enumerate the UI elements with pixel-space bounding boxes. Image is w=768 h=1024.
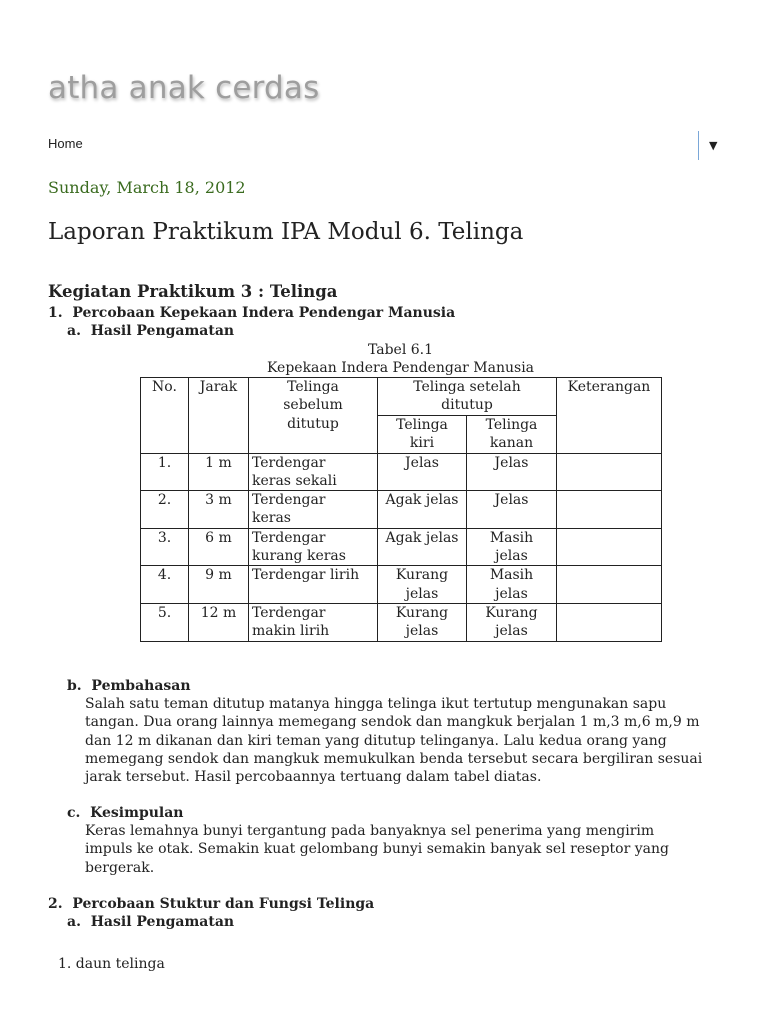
header-keterangan: Keterangan [557,378,662,454]
item-1c-letter: c. [67,805,81,821]
item-1-number: 1. [48,305,63,321]
cell-line: jelas [405,623,439,640]
cell-line: Terdengar [252,454,326,471]
cell-right [467,603,557,641]
item-1-heading [48,304,455,322]
table-row [141,528,662,566]
discussion-line: memegang sendok dan mangkuk memukulkan benda tersebut secara bergiliran sesuai [85,750,703,767]
conclusion-line: Keras lemahnya bunyi tergantung pada banyaknya sel penerima yang mengirim [85,823,655,839]
discussion-paragraph [85,695,735,786]
discussion-line: jarak tersebut. Hasil percobaannya tertuang dalam tabel diatas. [85,769,542,786]
section-heading: Kegiatan Praktikum 3 : Telinga [48,282,338,301]
discussion-line: Salah satu teman ditutup matanya hingga telinga ikut tertutup mengunakan sapu [85,696,667,712]
cell-left [378,528,467,566]
cell-line: Kurang [395,567,449,584]
table-row [141,603,662,641]
item-1b-letter: b. [67,678,82,694]
hearing-sensitivity-table [140,377,662,642]
cell-right [467,566,557,604]
cell-line: Jelas [494,454,529,471]
item-2-number: 2. [48,896,63,912]
item-2a-heading [67,913,234,931]
item-2-title: Percobaan Stuktur dan Fungsi Telinga [72,896,375,912]
cell-right [467,491,557,529]
table-row [141,453,662,491]
cell-no: 5. [141,603,189,641]
cell-line: Agak jelas [385,529,459,546]
cell-before [249,566,378,604]
cell-note [557,453,662,491]
header-left-line: kiri [409,434,435,451]
cell-before [249,528,378,566]
nav-home-link[interactable]: Home [48,136,83,151]
cell-jarak: 9 m [189,566,249,604]
cell-line: kurang keras [252,548,346,565]
cell-note [557,528,662,566]
conclusion-line: impuls ke otak. Semakin kuat gelombang bunyi semakin banyak sel reseptor yang [85,841,669,858]
header-before-line: Telinga [287,379,339,395]
cell-line: Agak jelas [385,492,459,509]
cell-line: Jelas [405,454,439,471]
table-row [141,566,662,604]
header-left-line: Telinga [396,416,448,433]
cell-line: Terdengar [252,529,326,546]
conclusion-paragraph [85,822,735,877]
cell-line: Masih [489,567,534,584]
cell-before [249,453,378,491]
menu-dropdown-icon[interactable]: ▼ [709,139,718,152]
header-left-ear [378,415,467,453]
cell-line: jelas [405,585,439,602]
cell-jarak: 3 m [189,491,249,529]
list-item: 1. daun telinga [58,956,165,972]
header-no: No. [141,378,189,454]
cell-note [557,603,662,641]
cell-jarak: 6 m [189,528,249,566]
item-1a-letter: a. [67,323,81,339]
item-1-title: Percobaan Kepekaan Indera Pendengar Manusia [72,305,456,321]
cell-line: Kurang [395,604,449,621]
table-caption-title: Kepekaan Indera Pendengar Manusia [266,360,535,376]
table-row [141,491,662,529]
cell-no: 1. [141,453,189,491]
cell-right [467,528,557,566]
discussion-line: dan 12 m dikanan dan kiri teman yang ditutup telinganya. Lalu kedua orang yang [85,732,667,749]
post-title[interactable]: Laporan Praktikum IPA Modul 6. Telinga [48,219,524,245]
conclusion-line: bergerak. [85,859,155,876]
item-1b-heading [67,677,191,695]
discussion-line: tangan. Dua orang lainnya memegang sendok dan mangkuk berjalan 1 m,3 m,6 m,9 m [85,714,700,731]
item-1a-heading [67,322,234,340]
cell-line: Terdengar [252,492,326,509]
item-1c-title: Kesimpulan [90,805,184,821]
cell-line: jelas [495,585,528,602]
header-after-line: Telinga setelah [413,379,521,395]
item-2a-letter: a. [67,914,81,930]
item-1a-title: Hasil Pengamatan [90,323,235,339]
item-2-heading [48,895,374,913]
header-after-closed [378,378,557,416]
cell-line: makin lirih [252,623,330,640]
cell-line: Masih [489,529,534,546]
cell-before [249,603,378,641]
header-after-line: ditutup [441,397,493,414]
header-right-line: Telinga [485,416,538,433]
header-jarak: Jarak [189,378,249,454]
item-1c-heading [67,804,183,822]
nav-divider [698,131,699,160]
cell-line: keras sekali [252,472,337,489]
cell-jarak: 12 m [189,603,249,641]
item-1b-title: Pembahasan [91,678,191,694]
blog-title[interactable]: atha anak cerdas [48,70,320,106]
header-before-line: ditutup [287,415,339,432]
cell-left [378,453,467,491]
cell-left [378,566,467,604]
cell-line: keras [252,510,291,527]
cell-line: jelas [495,623,528,640]
table-caption-number: Tabel 6.1 [367,342,434,358]
header-before-closed [249,378,378,454]
cell-line: Jelas [494,492,529,509]
post-date: Sunday, March 18, 2012 [48,178,246,197]
header-right-line: kanan [489,434,534,451]
cell-no: 4. [141,566,189,604]
cell-note [557,491,662,529]
cell-no: 2. [141,491,189,529]
cell-jarak: 1 m [189,453,249,491]
cell-line: Terdengar lirih [252,567,360,584]
cell-line: jelas [495,548,528,565]
header-before-line: sebelum [283,397,343,414]
cell-no: 3. [141,528,189,566]
cell-right [467,453,557,491]
cell-note [557,566,662,604]
cell-before [249,491,378,529]
header-right-ear [467,415,557,453]
cell-line: Terdengar [252,604,326,621]
item-2a-title: Hasil Pengamatan [90,914,235,930]
cell-line: Kurang [485,604,538,621]
cell-left [378,491,467,529]
cell-left [378,603,467,641]
